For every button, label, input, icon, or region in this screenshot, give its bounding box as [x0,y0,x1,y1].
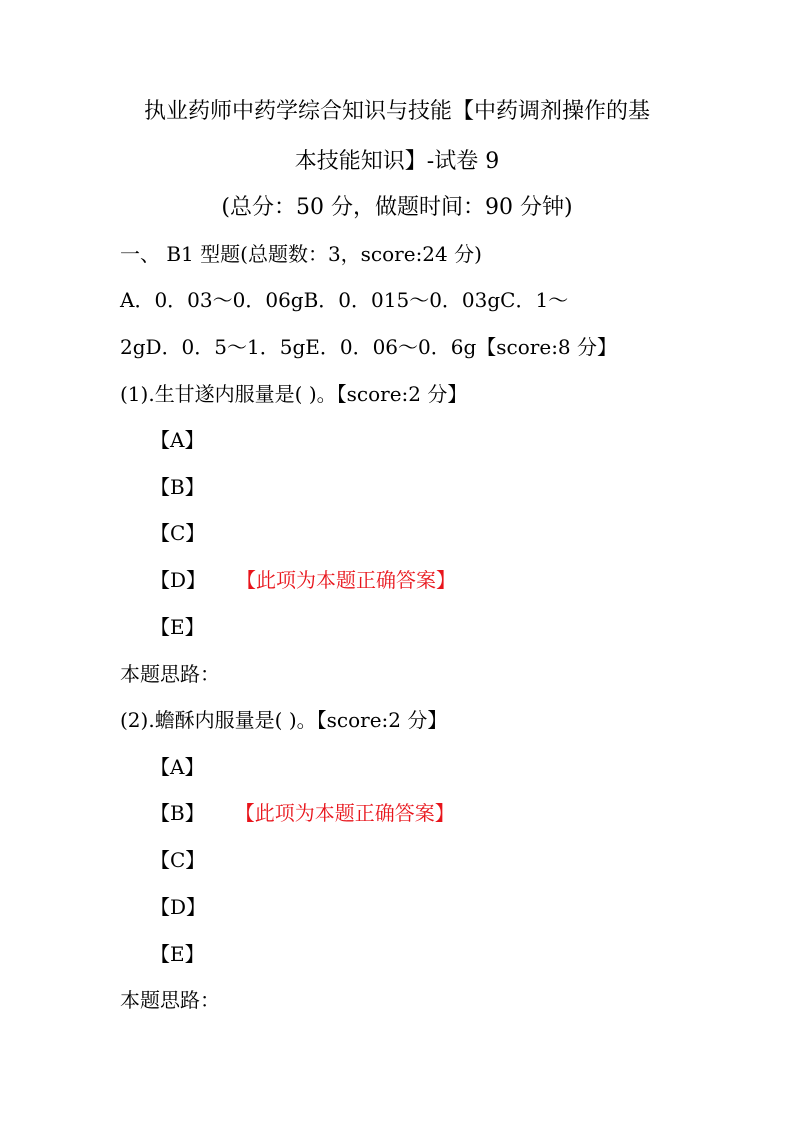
question-1-option-e [150,613,205,641]
correct-answer-marker: 【此项为本题正确答案】 [244,801,455,825]
question-2-stem: (2).蟾酥内服量是( )。【score:2 分】 [120,708,448,732]
question-2-option-a [150,753,204,781]
question-1-option-c [150,519,205,547]
question-1-option-a [150,426,204,454]
question-2-option-e [150,940,205,968]
option-label: 【C】 [150,521,206,545]
option-label: 【D】 [150,895,207,919]
shared-options-line-1: A．0．03～0．06gB．0．015～0．03gC．1～ [120,288,569,312]
option-label: 【E】 [150,615,205,639]
shared-options-line-2: 2gD．0．5～1．5gE．0．06～0．6g【score:8 分】 [120,335,618,359]
option-label: 【E】 [150,942,205,966]
option-label: 【B】 [150,475,205,499]
document-title-line-1: 执业药师中药学综合知识与技能【中药调剂操作的基 [143,99,650,124]
question-1-option-b [150,473,205,501]
question-2-option-c [150,846,205,874]
question-2-analysis-label: 本题思路： [120,988,220,1012]
correct-answer-marker: 【此项为本题正确答案】 [246,568,457,592]
option-label: 【C】 [150,848,206,872]
option-label: 【A】 [150,428,205,452]
document-title-line-2: 本技能知识】-试卷 9 [294,149,500,174]
section-heading: 一、 B1 型题(总题数：3，score:24 分) [120,242,482,266]
question-1-stem: (1).生甘遂内服量是( )。【score:2 分】 [120,382,468,406]
question-1-option-d [150,566,456,594]
question-2-option-d [150,893,206,921]
question-2-option-b [150,799,455,827]
option-label: 【B】 [150,801,205,825]
exam-summary: (总分：50 分，做题时间：90 分钟) [221,195,573,220]
question-1-analysis-label: 本题思路： [120,662,220,686]
option-label: 【D】 [150,568,207,592]
option-label: 【A】 [150,755,205,779]
